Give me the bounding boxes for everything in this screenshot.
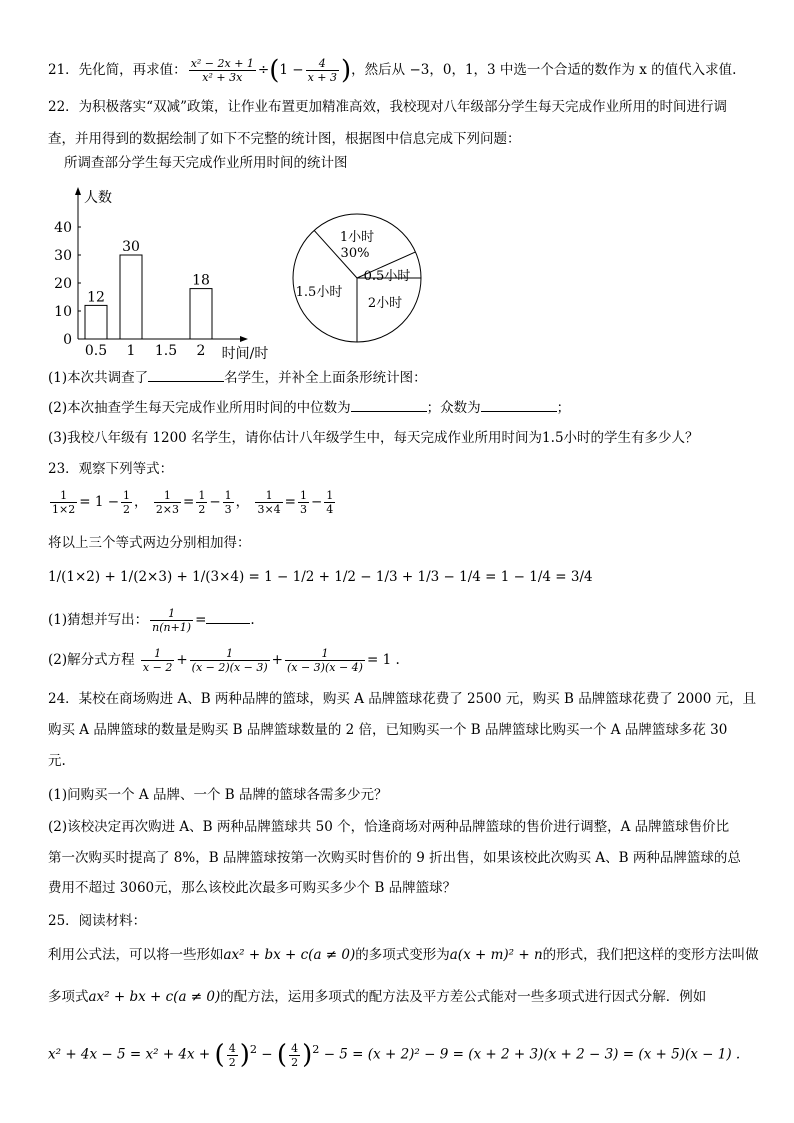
bar-value-label: 18	[192, 272, 210, 289]
q24-sub2-line-1: (2)该校决定再次购进 A、B 两种品牌篮球共 50 个，恰逢商场对两种品牌篮球的售价进行调整，A 品牌篮球售价比	[48, 819, 730, 835]
q23-equations: $\frac{1}{1\times 2}$ = 1 − $\frac{1}{2}$ ， $\frac{1}{2\times 3}$ = $\frac{1}{2}$ − $\frac{1}{3}$ ， $\frac{1}{3\times 4}$ = $\frac{1}{3}$ − $\frac{1}{4}$	[52, 489, 334, 516]
y-axis-label: 人数	[84, 190, 112, 206]
q24-line-3: 元.	[48, 753, 66, 769]
x-axis-arrow	[240, 336, 248, 342]
q22-line-1: 22．为积极落实“双减”政策，让作业布置更加精准高效，我校现对八年级部分学生每天完成作业所用的时间进行调	[48, 99, 727, 115]
q25-example: x² + 4x − 5 = x² + 4x + ( $\frac{4}{2}$ )$^2$ − ( $\frac{4}{2}$ )$^2$ − 5 = (x + 2)² − 9 = (x + 2 + 3)(x + 2 − 3) = (x + 5)(x − 1) .	[48, 1040, 741, 1070]
q23-sub1: (1)猜想并写出： $\frac{1}{n(n+1)}$ = .	[48, 607, 255, 634]
x-tick-label: 0.5	[84, 343, 108, 359]
q21-fraction-2: $\frac{4}{x + 3}$	[307, 57, 338, 84]
y-tick-label: 20	[54, 276, 72, 292]
bar	[120, 255, 142, 339]
q24-sub2-line-2: 第一次购买时提高了 8%，B 品牌篮球按第一次购买时售价的 9 折出售，如果该校此次购买 A、B 两种品牌篮球的总	[48, 850, 741, 866]
q24-line-2: 购买 A 品牌篮球的数量是购买 B 品牌篮球数量的 2 倍，已知购买一个 B 品牌篮球比购买一个 A 品牌篮球多花 30	[48, 722, 728, 738]
x-tick-label: 1.5	[154, 343, 178, 359]
q24-sub1: (1)问购买一个 A 品牌、一个 B 品牌的篮球各需多少元？	[48, 787, 388, 803]
pie-chart	[282, 203, 432, 353]
q25-title: 25．阅读材料：	[48, 913, 147, 929]
pie-label-0.5h: 0.5小时	[363, 269, 411, 284]
y-axis-arrow	[75, 187, 81, 195]
answer-blank[interactable]	[148, 369, 224, 382]
y-tick-label: 40	[54, 220, 72, 236]
y-tick-label: 30	[54, 248, 72, 264]
pie-label-2h: 2小时	[367, 296, 403, 311]
q22-sub1: (1)本次共调查了 名学生，并补全上面条形统计图：	[48, 370, 427, 386]
chart-title: 所调查部分学生每天完成作业所用时间的统计图	[64, 155, 348, 171]
q21-lead: 21．先化简，再求值：	[48, 62, 187, 78]
q21-line: 21．先化简，再求值： $\frac{\text{x² − 2x + 1}}{\text{x² + 3x}}$ ÷(1 − $\frac{4}{x + 3}$ )，然后从 −3，0，1，3 中选一个合适的数作为 x 的值代入求值.	[48, 55, 737, 86]
x-axis-label: 时间/时	[221, 346, 269, 362]
q23-sum-equation: 1/(1×2) + 1/(2×3) + 1/(3×4) = 1 − 1/2 + 1/2 − 1/3 + 1/3 − 1/4 = 1 − 1/4 = 3/4	[48, 569, 593, 585]
q21-tail: ，然后从 −3，0，1，3 中选一个合适的数作为 x 的值代入求值.	[351, 62, 737, 78]
x-tick-label: 1	[126, 343, 136, 359]
q25-line-1: 利用公式法，可以将一些形如ax² + bx + c(a ≠ 0)的多项式变形为a(x + m)² + n的形式，我们把这样的变形方法叫做	[48, 947, 759, 963]
q21-fraction-1: $\frac{\text{x² − 2x + 1}}{\text{x² + 3x}}$	[190, 57, 254, 84]
q22-sub2: (2)本次抽查学生每天完成作业所用时间的中位数为 ；众数为 ；	[48, 400, 571, 416]
q24-line-1: 24．某校在商场购进 A、B 两种品牌的篮球，购买 A 品牌篮球花费了 2500 元，购买 B 品牌篮球花费了 2000 元，且	[48, 691, 757, 707]
q23-title: 23．观察下列等式：	[48, 461, 174, 477]
x-tick-label: 2	[196, 343, 206, 359]
bar	[190, 289, 212, 339]
answer-blank[interactable]	[351, 399, 427, 412]
answer-blank[interactable]	[206, 611, 250, 624]
q22-sub3: (3)我校八年级有 1200 名学生，请你估计八年级学生中，每天完成作业所用时间为1.5小时的学生有多少人？	[48, 430, 699, 446]
q23-sum-intro: 将以上三个等式两边分别相加得：	[48, 535, 251, 551]
bar	[85, 305, 107, 339]
q23-sub2: (2)解分式方程 $\frac{1}{x - 2}$ + $\frac{1}{(x - 2)(x - 3)}$ + $\frac{1}{(x - 3)(x - 4)}$ = 1 .	[48, 647, 400, 674]
q22-line-2: 查，并用得到的数据绘制了如下不完整的统计图，根据图中信息完成下列问题：	[48, 131, 521, 147]
y-tick-label: 0	[63, 332, 72, 348]
answer-blank[interactable]	[481, 399, 557, 412]
q24-sub2-line-3: 费用不超过 3060元，那么该校此次最多可购买多少个 B 品牌篮球？	[48, 880, 457, 896]
pie-label-1h: 1小时	[339, 230, 375, 245]
pie-percent-1h: 30%	[340, 246, 370, 261]
q25-line-2: 多项式ax² + bx + c(a ≠ 0)的配方法，运用多项式的配方法及平方差公式能对一些多项式进行因式分解．例如	[48, 989, 707, 1005]
bar-value-label: 12	[87, 289, 105, 306]
y-tick-label: 10	[54, 304, 72, 320]
bar-value-label: 30	[122, 239, 140, 255]
bar-chart	[40, 182, 280, 362]
pie-label-1.5h: 1.5小时	[295, 285, 343, 300]
